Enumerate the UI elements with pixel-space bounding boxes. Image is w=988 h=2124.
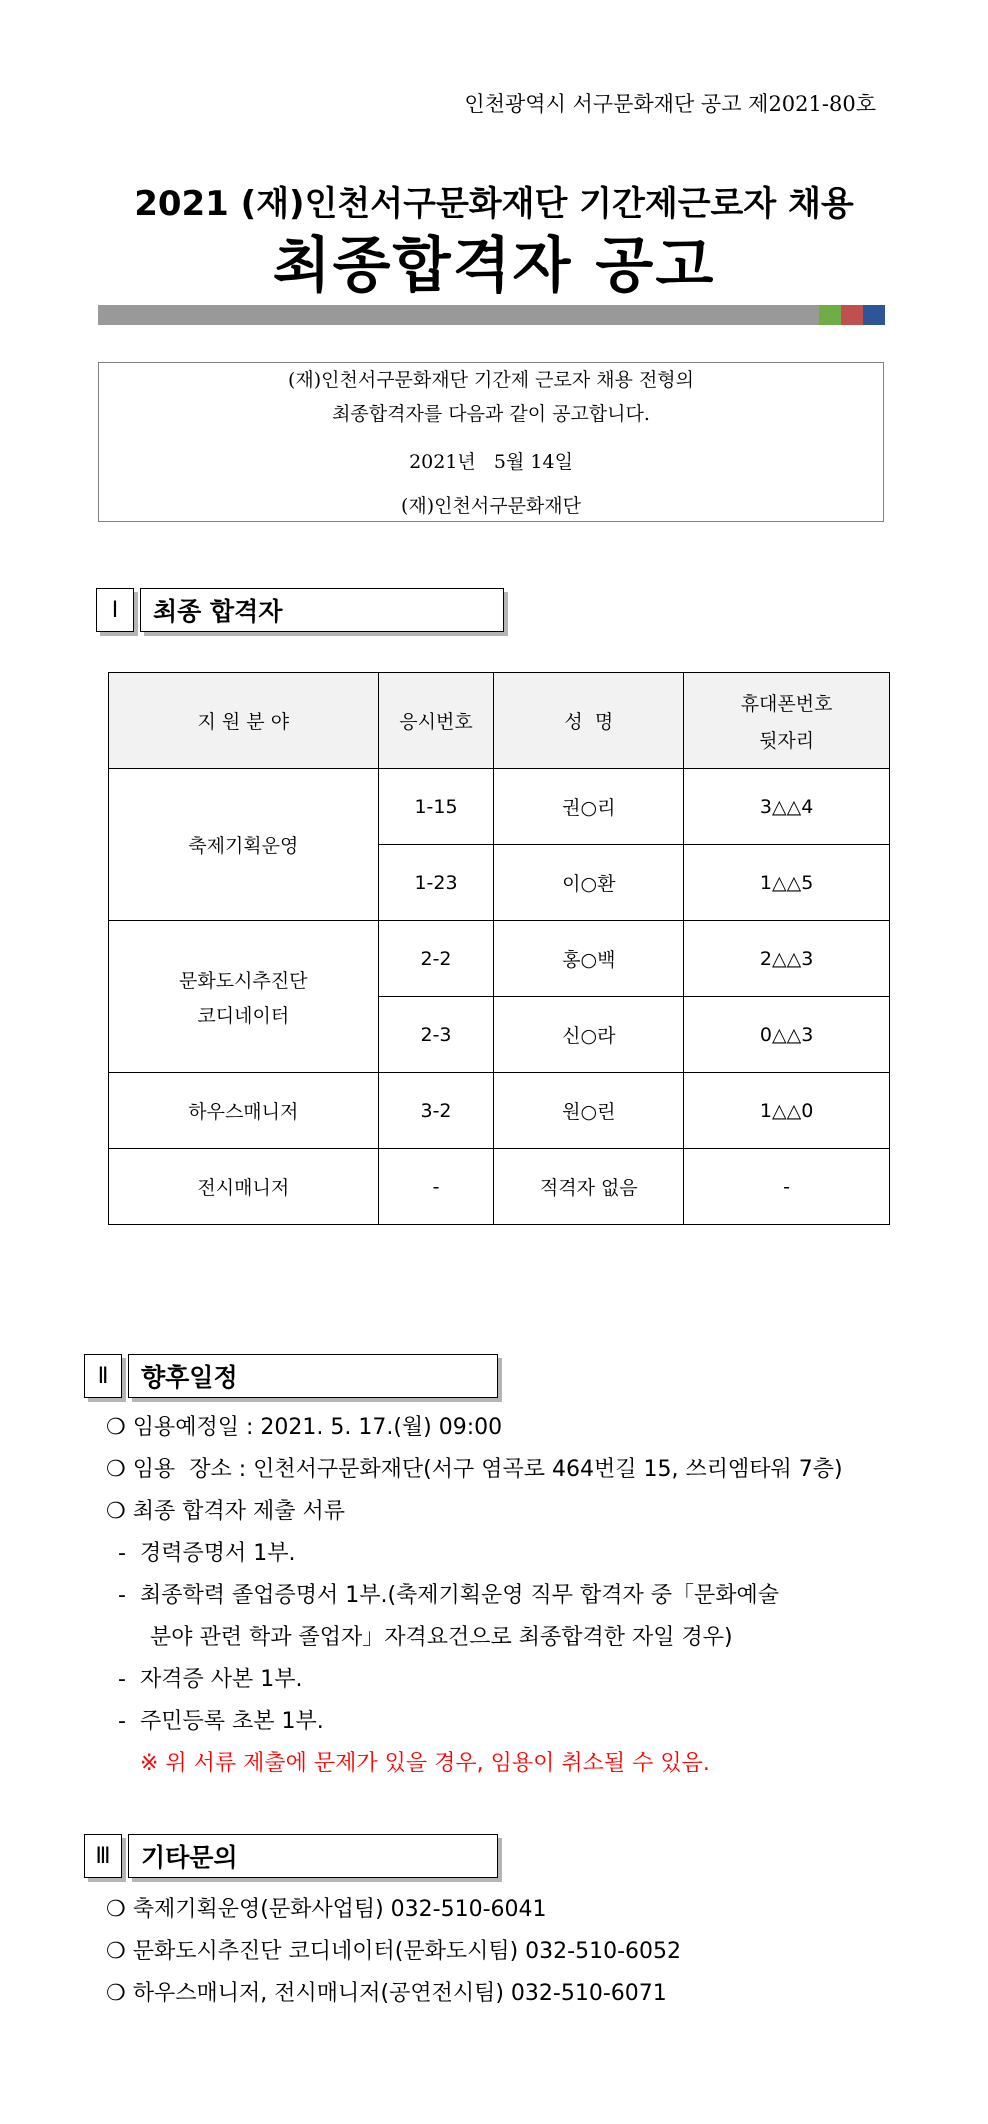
field-cell xyxy=(109,921,379,1073)
name-cell: 적격자 없음 xyxy=(494,1149,684,1225)
document-text: 최종학력 졸업증명서 1부.(축제기획운영 직무 합격자 중「문화예술 xyxy=(139,1583,780,1608)
intro-box xyxy=(98,362,884,522)
header-exam-no: 응시번호 xyxy=(378,673,494,769)
table-row xyxy=(109,1073,890,1149)
title-rule xyxy=(98,305,885,325)
phone-cell: 3△△4 xyxy=(684,769,890,845)
exam-no-cell: 1-23 xyxy=(378,845,494,921)
section1-title: 최종 합격자 xyxy=(140,588,504,632)
bullet-icon: ❍ xyxy=(106,1981,126,2006)
field-cell: 하우스매니저 xyxy=(109,1073,379,1149)
table-row xyxy=(109,1149,890,1225)
header-field: 지 원 분 야 xyxy=(109,673,379,769)
exam-no-cell: 1-15 xyxy=(378,769,494,845)
field-line2: 코디네이터 xyxy=(197,1004,290,1027)
field-line1: 문화도시추진단 xyxy=(179,969,308,992)
dash-marker: - xyxy=(118,1583,126,1608)
intro-date: 2021년 5월 14일 xyxy=(409,451,573,473)
dash-marker: - xyxy=(118,1667,126,1692)
schedule-documents-text: 최종 합격자 제출 서류 xyxy=(132,1499,345,1524)
finalists-table xyxy=(108,672,890,1225)
schedule-place-text: 임용 장소 : 인천서구문화재단(서구 염곡로 464번길 15, 쓰리엠타워 7층) xyxy=(132,1457,843,1482)
announcement-title: 2021 (재)인천서구문화재단 기간제근로자 채용 xyxy=(134,184,854,224)
section3-title: 기타문의 xyxy=(128,1834,498,1878)
header-phone-line1: 휴대폰번호 xyxy=(740,692,833,715)
name-cell: 신○라 xyxy=(494,997,684,1073)
header-name: 성 명 xyxy=(494,673,684,769)
intro-issuer: (재)인천서구문화재단 xyxy=(400,495,581,517)
exam-no-cell: 2-2 xyxy=(378,921,494,997)
section2-number: Ⅱ xyxy=(84,1354,122,1398)
contact-item xyxy=(106,1934,681,1965)
bullet-icon: ❍ xyxy=(106,1897,126,1922)
bullet-icon: ❍ xyxy=(106,1499,126,1524)
contact-item xyxy=(106,1892,547,1923)
section3-number: Ⅲ xyxy=(84,1834,122,1878)
announcement-heading: 최종합격자 공고 xyxy=(272,231,716,301)
contact-text: 축제기획운영(문화사업팀) 032-510-6041 xyxy=(132,1897,547,1922)
schedule-item-date xyxy=(106,1410,502,1441)
field-cell: 전시매니저 xyxy=(109,1149,379,1225)
rule-gray-bar xyxy=(98,305,819,325)
dash-marker: - xyxy=(118,1541,126,1566)
notice-number: 인천광역시 서구문화재단 공고 제2021-80호 xyxy=(464,92,876,116)
name-cell: 이○환 xyxy=(494,845,684,921)
section3-header xyxy=(84,1834,498,1880)
table-row xyxy=(109,769,890,845)
schedule-date-text: 임용예정일 : 2021. 5. 17.(월) 09:00 xyxy=(132,1415,503,1440)
document-item xyxy=(118,1536,295,1567)
section1-number: Ⅰ xyxy=(96,588,134,632)
name-cell: 원○린 xyxy=(494,1073,684,1149)
phone-cell: 0△△3 xyxy=(684,997,890,1073)
bullet-icon: ❍ xyxy=(106,1939,126,1964)
document-item xyxy=(118,1578,779,1609)
warning-note: ※ 위 서류 제출에 문제가 있을 경우, 임용이 취소될 수 있음. xyxy=(140,1751,710,1776)
intro-line2: 최종합격자를 다음과 같이 공고합니다. xyxy=(332,403,650,425)
exam-no-cell: 3-2 xyxy=(378,1073,494,1149)
exam-no-cell: - xyxy=(378,1149,494,1225)
field-cell: 축제기획운영 xyxy=(109,769,379,921)
name-cell: 홍○백 xyxy=(494,921,684,997)
exam-no-cell: 2-3 xyxy=(378,997,494,1073)
document-item xyxy=(118,1662,302,1693)
contact-item xyxy=(106,1976,667,2007)
contact-text: 문화도시추진단 코디네이터(문화도시팀) 032-510-6052 xyxy=(132,1939,682,1964)
phone-cell: 1△△0 xyxy=(684,1073,890,1149)
header-phone-line2: 뒷자리 xyxy=(759,729,815,752)
rule-blue-swatch xyxy=(863,305,885,325)
schedule-item-place xyxy=(106,1452,843,1483)
section2-title: 향후일정 xyxy=(128,1354,498,1398)
schedule-item-documents xyxy=(106,1494,345,1525)
bullet-icon: ❍ xyxy=(106,1415,126,1440)
phone-cell: 1△△5 xyxy=(684,845,890,921)
dash-marker: - xyxy=(118,1709,126,1734)
rule-green-swatch xyxy=(819,305,841,325)
document-item xyxy=(118,1704,324,1735)
document-text: 자격증 사본 1부. xyxy=(139,1667,303,1692)
intro-line1: (재)인천서구문화재단 기간제 근로자 채용 전형의 xyxy=(287,369,695,391)
rule-red-swatch xyxy=(841,305,863,325)
name-cell: 권○리 xyxy=(494,769,684,845)
table-row xyxy=(109,921,890,997)
document-text: 경력증명서 1부. xyxy=(139,1541,296,1566)
document-item-continued: 분야 관련 학과 졸업자」자격요건으로 최종합격한 자일 경우) xyxy=(150,1625,733,1650)
bullet-icon: ❍ xyxy=(106,1457,126,1482)
section1-header xyxy=(96,588,504,634)
phone-cell: 2△△3 xyxy=(684,921,890,997)
section2-header xyxy=(84,1354,498,1400)
header-phone xyxy=(684,673,890,769)
contact-text: 하우스매니저, 전시매니저(공연전시팀) 032-510-6071 xyxy=(132,1981,667,2006)
table-header-row xyxy=(109,673,890,769)
phone-cell: - xyxy=(684,1149,890,1225)
document-text: 주민등록 초본 1부. xyxy=(139,1709,324,1734)
